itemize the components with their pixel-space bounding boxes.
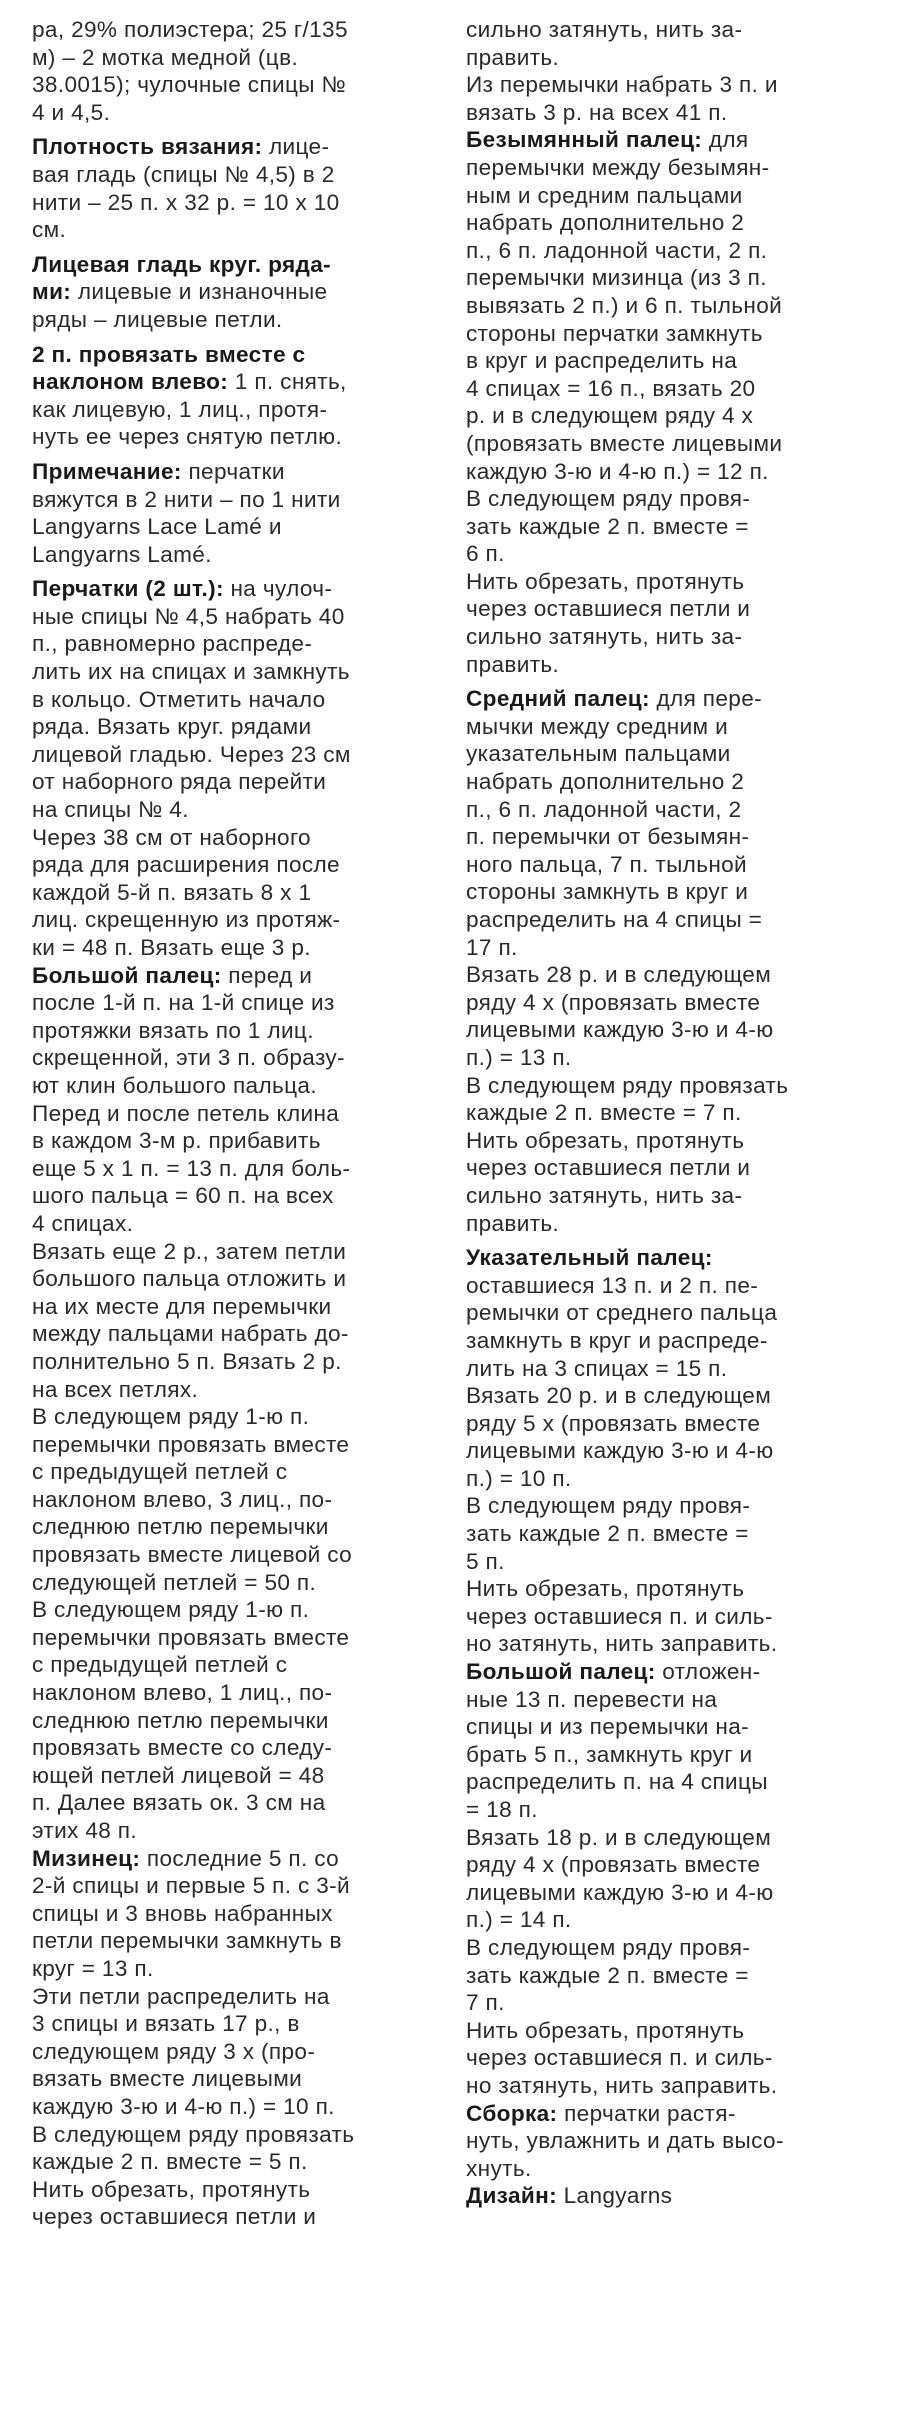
text-line: = 18 п.: [466, 1797, 538, 1822]
section-heading: 2 п. провязать вместе с: [32, 341, 306, 367]
text-line: через оставшиеся петли и: [32, 2204, 317, 2230]
text-line: сильно затянуть, нить за-: [466, 1182, 743, 1208]
text-line: В следующем ряду провязать: [466, 1072, 789, 1098]
text-line: лицевыми каждую 3-ю и 4-ю: [466, 1879, 774, 1905]
text-line: протяжки вязать по 1 лиц.: [32, 1017, 314, 1043]
section-heading: Безымянный палец:: [466, 127, 703, 153]
heading-continuation: перчатки: [181, 458, 285, 484]
text-line: хнуть.: [466, 2155, 532, 2181]
text-line: замкнуть в круг и распреде-: [466, 1327, 768, 1353]
text-line: нити – 25 п. х 32 р. = 10 х 10: [32, 189, 340, 215]
text-line: с предыдущей петлей с: [32, 1652, 288, 1678]
text-line: ные спицы № 4,5 набрать 40: [32, 603, 345, 629]
paragraph: [466, 961, 886, 1237]
text-line: править.: [466, 1210, 560, 1236]
text-line: ряду 4 х (провязать вместе: [466, 1852, 761, 1878]
text-line: [32, 133, 452, 161]
text-line: см.: [32, 217, 67, 243]
section-heading: Перчатки (2 шт.):: [32, 576, 224, 602]
text-line: каждые 2 п. вместе = 7 п.: [466, 1100, 742, 1126]
paragraph: [466, 71, 886, 126]
paragraph: [32, 16, 452, 126]
text-line: править.: [466, 651, 560, 677]
text-line: ряды – лицевые петли.: [32, 306, 283, 332]
text-line: [32, 278, 452, 306]
text-line: мычки между средним и: [466, 713, 729, 739]
text-line: каждой 5-й п. вязать 8 х 1: [32, 879, 312, 905]
text-line: вая гладь (спицы № 4,5) в 2: [32, 161, 335, 187]
text-line: каждые 2 п. вместе = 5 п.: [32, 2149, 308, 2175]
text-line: набрать дополнительно 2: [466, 210, 745, 236]
text-line: еще 5 х 1 п. = 13 п. для боль-: [32, 1155, 351, 1181]
text-line: каждую 3-ю и 4-ю п.) = 12 п.: [466, 458, 769, 484]
heading-continuation: 1 п. снять,: [228, 369, 347, 395]
text-line: Эти петли распределить на: [32, 1983, 330, 2009]
text-line: нуть, увлажнить и дать высо-: [466, 2128, 784, 2154]
text-line: этих 48 п.: [32, 1818, 137, 1843]
text-line: наклоном влево, 1 лиц., по-: [32, 1680, 333, 1706]
left-text-column: [32, 16, 452, 2231]
text-line: зать каждые 2 п. вместе =: [466, 1962, 749, 1988]
text-line: 4 и 4,5.: [32, 99, 111, 125]
section-heading: Примечание:: [32, 458, 182, 484]
text-line: м) – 2 мотка медной (цв.: [32, 44, 299, 70]
text-line: перемычки между безымян-: [466, 154, 770, 180]
heading-continuation: для пере-: [649, 686, 762, 712]
section-heading: Плотность вязания:: [32, 134, 263, 160]
text-line: 38.0015); чулочные спицы №: [32, 72, 347, 98]
paragraph: [32, 341, 452, 451]
text-line: [32, 962, 452, 990]
text-line: Нить обрезать, протянуть: [466, 568, 745, 594]
text-line: в круг и распределить на: [466, 348, 738, 374]
text-line: [466, 685, 886, 713]
text-line: через оставшиеся п. и силь-: [466, 2045, 773, 2071]
paragraph: [32, 962, 452, 1238]
section-heading: ми:: [32, 279, 72, 305]
text-line: 2-й спицы и первые 5 п. с 3-й: [32, 1873, 351, 1899]
text-line: шого пальца = 60 п. на всех: [32, 1183, 334, 1209]
heading-continuation: лице-: [262, 134, 330, 160]
section-heading: Средний палец:: [466, 686, 650, 712]
section-heading: Мизинец:: [32, 1845, 141, 1871]
text-line: Перед и после петель клина: [32, 1100, 340, 1126]
text-line: спицы и 3 вновь набранных: [32, 1900, 333, 1926]
text-line: Вязать еще 2 р., затем петли: [32, 1238, 347, 1264]
paragraph: [466, 2182, 886, 2210]
text-line: 7 п.: [466, 1990, 505, 2016]
text-line: провязать вместе со следу-: [32, 1735, 333, 1761]
text-line: п., равномерно распреде-: [32, 631, 313, 657]
heading-continuation: перед и: [221, 962, 313, 988]
paragraph: [466, 1824, 886, 2100]
text-line: нуть ее через снятую петлю.: [32, 424, 343, 450]
text-line: ремычки от среднего пальца: [466, 1300, 778, 1326]
text-line: скрещенной, эти 3 п. образу-: [32, 1045, 345, 1071]
paragraph: [32, 1845, 452, 1983]
text-line: с предыдущей петлей с: [32, 1459, 288, 1485]
text-line: провязать вместе лицевой со: [32, 1542, 353, 1568]
text-line: 17 п.: [466, 934, 518, 960]
text-line: [466, 126, 886, 154]
paragraph: [466, 1244, 886, 1658]
text-line: [32, 458, 452, 486]
text-line: Langyarns Lamé.: [32, 541, 212, 567]
text-line: следующем ряду 3 х (про-: [32, 2038, 316, 2064]
text-line: Нить обрезать, протянуть: [466, 2017, 745, 2043]
text-line: В следующем ряду провязать: [32, 2121, 355, 2147]
text-line: полнительно 5 п. Вязать 2 р.: [32, 1348, 342, 1374]
section-heading: Указательный палец:: [466, 1245, 713, 1271]
text-line: через оставшиеся п. и силь-: [466, 1603, 773, 1629]
text-line: [466, 1658, 886, 1686]
text-line: наклоном влево, 3 лиц., по-: [32, 1486, 333, 1512]
text-line: В следующем ряду 1-ю п.: [32, 1404, 310, 1430]
text-line: ряду 5 х (провязать вместе: [466, 1410, 761, 1436]
text-line: Вязать 18 р. и в следующем: [466, 1824, 772, 1850]
text-line: лицевыми каждую 3-ю и 4-ю: [466, 1438, 774, 1464]
paragraph: [32, 575, 452, 823]
text-line: [32, 368, 452, 396]
text-line: но затянуть, нить заправить.: [466, 2072, 778, 2098]
paragraph: [32, 133, 452, 243]
text-line: следнюю петлю перемычки: [32, 1707, 329, 1733]
text-line: стороны замкнуть в круг и: [466, 879, 749, 905]
heading-continuation: перчатки растя-: [557, 2100, 736, 2126]
text-line: Нить обрезать, протянуть: [466, 1576, 745, 1602]
text-line: 5 п.: [466, 1548, 505, 1574]
text-line: сильно затянуть, нить за-: [466, 17, 743, 42]
text-line: лицевыми каждую 3-ю и 4-ю: [466, 1017, 774, 1043]
text-line: следнюю петлю перемычки: [32, 1514, 329, 1540]
text-line: в каждом 3-м р. прибавить: [32, 1128, 321, 1154]
text-line: лиц. скрещенную из протяж-: [32, 907, 341, 933]
text-line: как лицевую, 1 лиц., протя-: [32, 396, 328, 422]
text-line: [466, 2182, 886, 2210]
text-line: Вязать 28 р. и в следующем: [466, 962, 772, 988]
text-line: перемычки провязать вместе: [32, 1624, 350, 1650]
text-line: Вязать 20 р. и в следующем: [466, 1383, 772, 1409]
text-line: набрать дополнительно 2: [466, 769, 745, 795]
text-line: 4 спицах.: [32, 1210, 134, 1236]
text-line: п. перемычки от безымян-: [466, 824, 750, 850]
paragraph: [32, 1596, 452, 1844]
text-line: ряду 4 х (провязать вместе: [466, 989, 761, 1015]
text-line: лицевой гладью. Через 23 см: [32, 741, 351, 767]
text-line: оставшиеся 13 п. и 2 п. пе-: [466, 1272, 759, 1298]
paragraph: [466, 126, 886, 678]
paragraph: [32, 251, 452, 334]
text-line: п.) = 10 п.: [466, 1465, 572, 1491]
text-line: круг = 13 п.: [32, 1955, 154, 1981]
text-line: Нить обрезать, протянуть: [32, 2176, 311, 2202]
text-line: каждую 3-ю и 4-ю п.) = 10 п.: [32, 2093, 335, 2119]
heading-continuation: лицевые и изнаночные: [71, 279, 328, 305]
text-line: ным и средним пальцами: [466, 182, 743, 208]
text-line: ют клин большого пальца.: [32, 1072, 317, 1098]
text-line: п.) = 13 п.: [466, 1044, 572, 1070]
paragraph: [32, 824, 452, 962]
text-line: ющей петлей лицевой = 48: [32, 1762, 325, 1788]
text-line: ного пальца, 7 п. тыльной: [466, 851, 748, 877]
text-line: (провязать вместе лицевыми: [466, 430, 783, 456]
text-line: В следующем ряду провя-: [466, 1493, 751, 1519]
text-line: стороны перчатки замкнуть: [466, 320, 763, 346]
text-line: п., 6 п. ладонной части, 2 п.: [466, 237, 768, 263]
paragraph: [32, 458, 452, 568]
text-line: [32, 341, 452, 369]
text-line: спицы и из перемычки на-: [466, 1714, 749, 1740]
text-line: распределить на 4 спицы =: [466, 907, 763, 932]
section-heading: наклоном влево:: [32, 369, 229, 395]
text-line: ные 13 п. перевести на: [466, 1686, 718, 1712]
right-text-column: [466, 16, 886, 2210]
heading-continuation: для: [702, 127, 749, 153]
text-line: брать 5 п., замкнуть круг и: [466, 1741, 753, 1767]
text-line: В следующем ряду провя-: [466, 1934, 751, 1960]
text-line: на спицы № 4.: [32, 797, 189, 823]
text-line: петли перемычки замкнуть в: [32, 1928, 342, 1954]
text-line: 4 спицах = 16 п., вязать 20: [466, 375, 756, 401]
text-line: перемычки мизинца (из 3 п.: [466, 265, 767, 291]
text-line: В следующем ряду провя-: [466, 486, 751, 512]
text-line: ра, 29% полиэстера; 25 г/135: [32, 17, 348, 42]
text-line: Из перемычки набрать 3 п. и: [466, 72, 778, 98]
text-line: 6 п.: [466, 541, 505, 567]
paragraph: [32, 1238, 452, 1404]
text-line: но затянуть, нить заправить.: [466, 1631, 778, 1657]
text-line: от наборного ряда перейти: [32, 769, 327, 795]
section-heading: Лицевая гладь круг. ряда-: [32, 251, 332, 277]
paragraph: [466, 685, 886, 961]
text-line: через оставшиеся петли и: [466, 1155, 751, 1181]
text-line: вяжутся в 2 нити – по 1 нити: [32, 486, 341, 512]
paragraph: [466, 2100, 886, 2183]
section-heading: Большой палец:: [32, 962, 222, 988]
section-heading: Дизайн:: [466, 2183, 557, 2209]
text-line: [32, 1845, 452, 1873]
text-line: [32, 575, 452, 603]
text-line: ряда для расширения после: [32, 852, 340, 878]
text-line: 3 спицы и вязать 17 р., в: [32, 2011, 300, 2037]
text-line: зать каждые 2 п. вместе =: [466, 1521, 749, 1547]
paragraph: [32, 1403, 452, 1596]
text-line: между пальцами набрать до-: [32, 1321, 349, 1347]
text-line: [32, 251, 452, 279]
text-line: на их месте для перемычки: [32, 1293, 332, 1319]
text-line: вязать вместе лицевыми: [32, 2066, 303, 2092]
heading-continuation: на чулоч-: [223, 576, 333, 602]
heading-continuation: Langyarns: [557, 2183, 673, 2209]
text-line: после 1-й п. на 1-й спице из: [32, 990, 335, 1016]
heading-continuation: последние 5 п. со: [140, 1845, 340, 1871]
text-line: зать каждые 2 п. вместе =: [466, 513, 749, 539]
paragraph: [466, 16, 886, 71]
heading-continuation: отложен-: [655, 1659, 761, 1685]
text-line: распределить п. на 4 спицы: [466, 1769, 768, 1795]
text-line: [466, 1244, 886, 1272]
text-line: большого пальца отложить и: [32, 1266, 347, 1292]
text-line: В следующем ряду 1-ю п.: [32, 1597, 310, 1623]
text-line: в кольцо. Отметить начало: [32, 686, 326, 712]
text-line: п.) = 14 п.: [466, 1907, 572, 1933]
text-line: править.: [466, 44, 560, 70]
text-line: указательным пальцами: [466, 741, 731, 767]
text-line: п. Далее вязать ок. 3 см на: [32, 1790, 326, 1816]
text-line: [466, 2100, 886, 2128]
text-line: Через 38 см от наборного: [32, 824, 311, 850]
section-heading: Большой палец:: [466, 1659, 656, 1685]
text-line: п., 6 п. ладонной части, 2: [466, 796, 742, 822]
text-line: перемычки провязать вместе: [32, 1431, 350, 1457]
text-line: Langyarns Lace Lamé и: [32, 514, 282, 540]
text-line: р. и в следующем ряду 4 х: [466, 403, 754, 429]
text-line: ки = 48 п. Вязать еще 3 р.: [32, 935, 311, 960]
text-line: сильно затянуть, нить за-: [466, 624, 743, 650]
text-line: на всех петлях.: [32, 1376, 199, 1402]
text-line: лить на 3 спицах = 15 п.: [466, 1355, 728, 1381]
section-heading: Сборка:: [466, 2100, 558, 2126]
text-line: вывязать 2 п.) и 6 п. тыльной: [466, 292, 783, 318]
text-line: вязать 3 р. на всех 41 п.: [466, 99, 728, 125]
text-line: ряда. Вязать круг. рядами: [32, 714, 312, 740]
text-line: следующей петлей = 50 п.: [32, 1569, 317, 1595]
text-line: Нить обрезать, протянуть: [466, 1127, 745, 1153]
text-line: лить их на спицах и замкнуть: [32, 659, 350, 685]
paragraph: [466, 1658, 886, 1824]
paragraph: [32, 1983, 452, 2231]
text-line: через оставшиеся петли и: [466, 596, 751, 622]
